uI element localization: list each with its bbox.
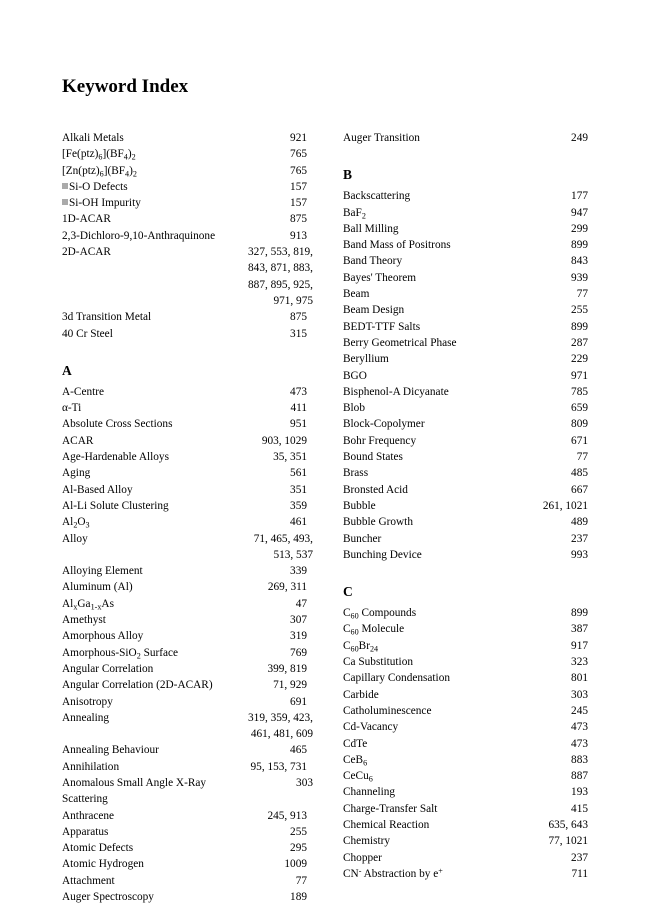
index-term: Charge-Transfer Salt <box>343 802 438 815</box>
index-pages: 157 <box>290 197 307 210</box>
index-entry <box>343 850 588 866</box>
index-entry <box>62 661 307 677</box>
index-pages: 801 <box>571 672 588 685</box>
index-term: CdTe <box>343 737 368 750</box>
index-pages: 1009 <box>284 858 307 871</box>
index-entry <box>62 645 307 661</box>
index-term: Auger Spectroscopy <box>62 891 154 904</box>
index-entry <box>343 605 588 621</box>
index-term: Buncher <box>343 532 382 545</box>
page-title: Keyword Index <box>62 76 189 97</box>
index-entry <box>343 514 588 530</box>
index-term: Band Theory <box>343 255 403 268</box>
index-entry <box>62 628 307 644</box>
index-entry <box>62 384 307 400</box>
index-term: Beam <box>343 288 370 301</box>
index-pages: 323 <box>571 656 588 669</box>
index-pages: 287 <box>571 336 588 349</box>
index-pages: 255 <box>571 304 588 317</box>
index-entry <box>343 286 588 302</box>
index-term: CeCu$_6$ <box>343 770 373 784</box>
index-entry <box>343 482 588 498</box>
index-entry <box>62 579 307 595</box>
index-term: A-Centre <box>62 385 105 398</box>
index-entry <box>62 873 307 889</box>
index-term: Alkali Metals <box>62 132 124 144</box>
index-pages: 177 <box>571 190 588 203</box>
index-pages: 245, 913 <box>267 809 307 822</box>
index-pages: 315 <box>290 327 307 340</box>
index-term: CN- Abstraction by e+ <box>343 866 443 880</box>
index-pages: 473 <box>571 721 588 734</box>
index-entry <box>62 612 307 628</box>
index-entry <box>62 465 307 481</box>
index-term: Aging <box>62 467 91 480</box>
index-pages: 71, 929 <box>273 679 307 692</box>
index-pages: 485 <box>571 467 588 480</box>
index-entry <box>62 309 307 325</box>
index-entry <box>62 808 307 824</box>
index-pages: 237 <box>571 851 588 864</box>
index-term: Apparatus <box>62 825 109 838</box>
index-term: $Al_2O_3$ <box>62 516 90 530</box>
index-entry <box>62 775 313 808</box>
index-entry <box>343 654 588 670</box>
index-pages: 303 <box>571 688 588 701</box>
section-gap <box>343 563 588 583</box>
index-term: Absolute Cross Sections <box>62 418 173 431</box>
index-term: 1D-ACAR <box>62 213 111 226</box>
index-entry <box>62 694 307 710</box>
index-entry <box>343 531 588 547</box>
index-term: Bubble Growth <box>343 516 413 529</box>
index-pages: 35, 351 <box>273 451 307 464</box>
index-entry <box>343 368 588 384</box>
index-term: 3d Transition Metal <box>62 311 152 324</box>
index-pages: 765 <box>290 164 307 177</box>
bullet-square-icon <box>62 183 68 189</box>
index-entry <box>343 270 588 286</box>
index-term: Amorphous Alloy <box>62 630 144 643</box>
index-pages: 489 <box>571 516 588 529</box>
index-pages: 95, 153, 731 <box>250 760 307 773</box>
index-pages: 359 <box>290 499 307 512</box>
index-pages: 921 <box>290 132 307 144</box>
index-entry <box>62 824 307 840</box>
index-pages: 77 <box>295 874 307 887</box>
index-entry <box>62 228 307 244</box>
index-entry <box>343 433 588 449</box>
index-term: Al-Li Solute Clustering <box>62 499 169 512</box>
index-term: Atomic Defects <box>62 842 134 855</box>
index-entry <box>343 498 588 514</box>
index-term <box>62 195 141 211</box>
index-pages: 769 <box>290 646 307 659</box>
index-pages: 255 <box>290 825 307 838</box>
index-pages: 295 <box>290 842 307 855</box>
index-term: Auger Transition <box>343 132 420 144</box>
index-entry <box>343 465 588 481</box>
index-term: Capillary Condensation <box>343 672 450 685</box>
index-entry <box>343 205 588 221</box>
index-term: 2D-ACAR <box>62 246 111 259</box>
index-entry <box>343 752 588 768</box>
index-pages: 77 <box>576 451 588 464</box>
index-term: Beryllium <box>343 353 389 366</box>
index-pages: 883 <box>571 753 588 766</box>
index-pages: 319, 359, 423, 461, 481, 609 <box>248 711 313 741</box>
index-pages: 473 <box>290 385 307 398</box>
index-term: Bronsted Acid <box>343 483 408 496</box>
index-pages: 473 <box>571 737 588 750</box>
index-term-text: Si-O Defects <box>69 180 128 193</box>
index-entry <box>62 596 307 612</box>
index-term: Blob <box>343 402 365 415</box>
index-term: Bisphenol-A Dicyanate <box>343 385 449 398</box>
index-pages: 561 <box>290 467 307 480</box>
index-pages: 899 <box>571 320 588 333</box>
index-entry <box>62 449 307 465</box>
index-term: Ball Milling <box>343 222 399 235</box>
index-pages: 307 <box>290 614 307 627</box>
index-entry <box>62 146 307 162</box>
index-term: Al-Based Alloy <box>62 483 133 496</box>
index-term: $C_{60}$ Molecule <box>343 623 405 637</box>
index-pages: 399, 819 <box>267 662 307 675</box>
index-entry <box>343 400 588 416</box>
index-term: Amorphous-SiO$_2$ Surface <box>62 646 179 660</box>
index-term: $[Zn(ptz)_6](BF_4)_2$ <box>62 164 137 178</box>
index-entry <box>62 244 313 309</box>
index-pages: 875 <box>290 213 307 226</box>
index-pages: 465 <box>290 744 307 757</box>
index-entry <box>343 768 588 784</box>
index-pages: 71, 465, 493, 513, 537 <box>253 532 313 561</box>
index-entry <box>343 302 588 318</box>
index-term: Beam Design <box>343 304 405 317</box>
index-pages: 339 <box>290 565 307 578</box>
index-entry <box>62 195 307 211</box>
index-entry <box>343 253 588 269</box>
index-pages: 903, 1029 <box>261 434 307 447</box>
index-term: Alloy <box>62 532 88 545</box>
index-term: Chopper <box>343 851 382 864</box>
index-pages: 319 <box>290 630 307 643</box>
index-entry <box>343 449 588 465</box>
index-term: α-Ti <box>62 402 82 415</box>
index-pages: 327, 553, 819, 843, 871, 883, 887, 895, 925, 971, 975 <box>248 246 313 307</box>
index-pages: 387 <box>571 623 588 636</box>
index-pages: 667 <box>571 483 588 496</box>
index-term-text: Si-OH Impurity <box>69 197 141 210</box>
index-entry <box>343 719 588 735</box>
index-pages: 765 <box>290 148 307 161</box>
index-term: Anthracene <box>62 809 115 822</box>
index-pages: 843 <box>571 255 588 268</box>
index-entry <box>343 736 588 752</box>
index-pages: 899 <box>571 607 588 620</box>
index-pages: 917 <box>571 639 588 652</box>
index-entry <box>343 188 588 204</box>
index-entry <box>62 840 307 856</box>
index-pages: 299 <box>571 222 588 235</box>
index-pages: 229 <box>571 353 588 366</box>
index-pages: 237 <box>571 532 588 545</box>
index-entry <box>62 433 307 449</box>
index-pages: 411 <box>290 402 307 415</box>
index-term: Annealing Behaviour <box>62 744 159 757</box>
index-pages: 939 <box>571 271 588 284</box>
index-pages: 47 <box>295 597 307 610</box>
index-pages: 659 <box>571 402 588 415</box>
section-heading-a: A <box>62 362 72 378</box>
index-column-right <box>343 130 588 882</box>
index-term: Anomalous Small Angle X-Ray Scattering <box>62 776 207 806</box>
index-term: Bayes' Theorem <box>343 271 417 284</box>
index-pages: 691 <box>290 695 307 708</box>
index-entry <box>62 400 307 416</box>
index-pages: 809 <box>571 418 588 431</box>
index-term: Age-Hardenable Alloys <box>62 451 169 464</box>
index-entry <box>343 384 588 400</box>
index-term: Anisotropy <box>62 695 113 708</box>
index-entry <box>343 351 588 367</box>
index-entry <box>343 335 588 351</box>
index-pages: 157 <box>290 180 307 193</box>
index-entry <box>343 687 588 703</box>
index-entry <box>62 742 307 758</box>
index-entry <box>343 547 588 563</box>
index-entry <box>343 416 588 432</box>
section-heading-c: C <box>343 584 353 600</box>
index-pages: 249 <box>571 132 588 144</box>
index-entry <box>62 482 307 498</box>
index-term: Bohr Frequency <box>343 434 417 447</box>
index-term: Bubble <box>343 499 376 512</box>
index-pages: 913 <box>290 229 307 242</box>
index-term: Ca Substitution <box>343 656 413 669</box>
index-term: Chemistry <box>343 835 391 848</box>
index-term: Carbide <box>343 688 379 701</box>
index-entry <box>62 759 307 775</box>
index-pages: 245 <box>571 704 588 717</box>
index-entry <box>343 817 588 833</box>
index-term: Aluminum (Al) <box>62 581 133 594</box>
index-term: Bound States <box>343 451 403 464</box>
index-term: Chemical Reaction <box>343 818 430 831</box>
index-term: 40 Cr Steel <box>62 327 113 340</box>
index-pages: 351 <box>290 483 307 496</box>
index-entry <box>343 866 588 882</box>
index-column-left <box>62 130 313 905</box>
index-pages: 785 <box>571 385 588 398</box>
index-pages: 461 <box>290 516 307 529</box>
index-entry <box>62 889 307 905</box>
index-term: Amethyst <box>62 614 106 627</box>
index-pages: 899 <box>571 239 588 252</box>
index-term: Berry Geometrical Phase <box>343 336 457 349</box>
index-entry <box>62 130 307 146</box>
index-pages: 189 <box>290 891 307 904</box>
index-term: CeB$_6$ <box>343 753 368 768</box>
index-term: Cd-Vacancy <box>343 721 399 734</box>
index-term: BaF$_2$ <box>343 206 366 220</box>
index-entry <box>62 710 313 743</box>
index-entry <box>62 416 307 432</box>
index-term: ACAR <box>62 434 94 447</box>
index-entry <box>343 237 588 253</box>
index-entry <box>62 163 307 179</box>
index-pages: 971 <box>571 369 588 382</box>
index-term: Bunching Device <box>343 548 422 561</box>
index-entry <box>62 563 307 579</box>
index-entry <box>343 621 588 637</box>
index-entry <box>343 670 588 686</box>
index-pages: 77 <box>576 288 588 301</box>
index-pages: 269, 311 <box>267 581 307 594</box>
index-term: $C_{60}Br_{24}$ <box>343 639 379 653</box>
index-entry <box>343 130 588 146</box>
index-term: Channeling <box>343 786 396 799</box>
index-term <box>62 179 128 195</box>
index-term: Angular Correlation (2D-ACAR) <box>62 679 213 692</box>
index-term: $C_{60}$ Compounds <box>343 607 417 621</box>
index-term: 2,3-Dichloro-9,10-Anthraquinone <box>62 229 216 242</box>
index-entry <box>62 531 313 564</box>
index-entry <box>343 638 588 654</box>
index-pages: 947 <box>571 206 588 219</box>
section-gap <box>62 342 307 362</box>
index-entry <box>62 179 307 195</box>
index-pages: 671 <box>571 434 588 447</box>
index-entry <box>343 703 588 719</box>
index-pages: 193 <box>571 786 588 799</box>
index-term: Alloying Element <box>62 565 143 578</box>
index-entry <box>343 833 588 849</box>
index-term: Backscattering <box>343 190 411 203</box>
index-entry <box>62 211 307 227</box>
index-entry <box>343 319 588 335</box>
index-term: Annihilation <box>62 760 120 773</box>
index-term: Block-Copolymer <box>343 418 425 431</box>
index-term: Attachment <box>62 874 115 887</box>
index-entry <box>62 498 307 514</box>
index-term: Band Mass of Positrons <box>343 239 451 252</box>
index-pages: 993 <box>571 548 588 561</box>
section-heading-b: B <box>343 167 353 183</box>
index-entry <box>62 514 307 530</box>
index-entry <box>62 326 307 342</box>
index-pages: 711 <box>571 867 588 880</box>
index-entry <box>62 677 307 693</box>
index-pages: 77, 1021 <box>548 835 588 848</box>
index-pages: 875 <box>290 311 307 324</box>
index-entry <box>343 784 588 800</box>
index-term: $[Fe(ptz)_6](BF_4)_2$ <box>62 148 136 162</box>
index-entry <box>343 801 588 817</box>
section-gap <box>343 146 588 166</box>
index-term: BGO <box>343 369 367 382</box>
index-pages: 635, 643 <box>548 818 588 831</box>
index-term: Annealing <box>62 711 110 724</box>
bullet-square-icon <box>62 199 68 205</box>
index-term: BEDT-TTF Salts <box>343 320 421 333</box>
index-term: Angular Correlation <box>62 662 154 675</box>
index-term: Catholuminescence <box>343 704 432 717</box>
index-term: $Al_xGa_{1-x}As$ <box>62 597 114 611</box>
index-term: Brass <box>343 467 369 480</box>
index-pages: 303 <box>296 776 313 789</box>
index-entry <box>62 856 307 872</box>
index-pages: 887 <box>571 770 588 783</box>
index-entry <box>343 221 588 237</box>
index-pages: 415 <box>571 802 588 815</box>
index-pages: 261, 1021 <box>542 499 588 512</box>
index-term: Atomic Hydrogen <box>62 858 144 871</box>
index-pages: 951 <box>290 418 307 431</box>
